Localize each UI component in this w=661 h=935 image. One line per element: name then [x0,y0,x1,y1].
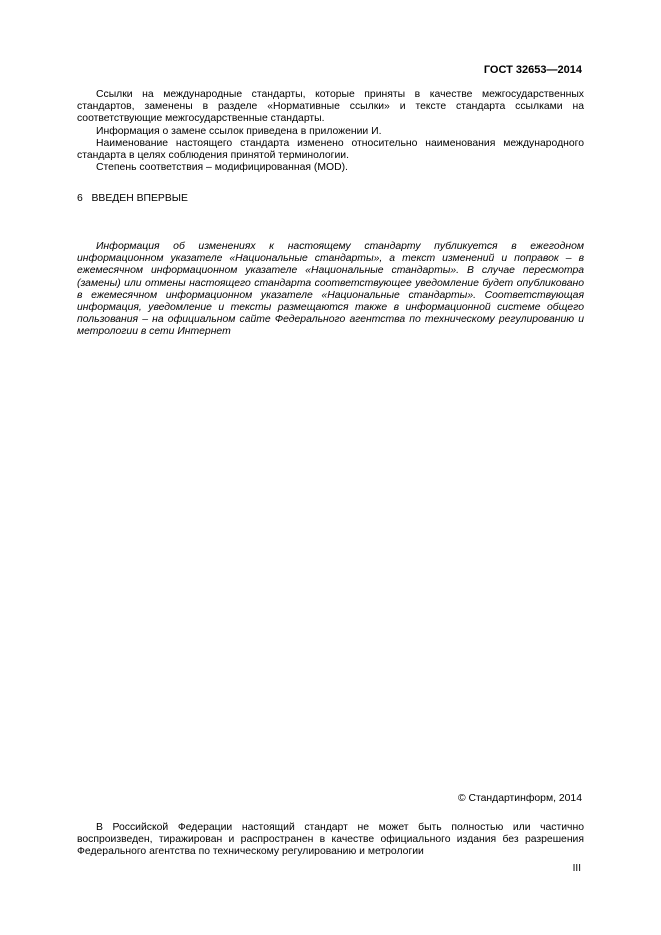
intro-paragraph-conformity [77,162,584,174]
legal-notice-text: В Российской Федерации настоящий стандарт не может быть полностью или частично воспроизведен, тиражирован и распространен в качестве официального издания без разрешения Федерального агентства по техническому регулированию и метрологии [77,822,584,858]
info-notice-text: Информация об изменениях к настоящему стандарту публикуется в ежегодном информационном указателе «Национальные стандарты», а текст изменений и поправок – в ежемесячном информационном указателе «Национальные стандарты». В случае пересмотра (замены) или отмены настоящего стандарта соответствующее уведомление будет опубликовано в ежемесячном информационном указателе «Национальные стандарты». Соответствующая информация, уведомление и тексты размещаются также в информационной системе общего пользования – на официальном сайте Федерального агентства по техническому регулированию и метрологии в сети Интернет [77,241,584,338]
intro-paragraph-references-text: Ссылки на международные стандарты, которые приняты в качестве межгосударственных стандартов, заменены в разделе «Нормативные ссылки» и тексте стандарта ссылками на соответствующие межгосударственные стандарты. [77,89,584,125]
intro-section [77,89,584,174]
intro-paragraph-annex [77,126,584,138]
intro-paragraph-name-change-text: Наименование настоящего стандарта изменено относительно наименования международного стандарта в целях соблюдения принятой терминологии. [77,137,584,162]
section-6 [77,193,188,205]
info-notice [77,241,584,339]
section-6-text: ВВЕДЕН ВПЕРВЫЕ [91,193,188,204]
document-code-header: ГОСТ 32653—2014 [483,64,582,76]
intro-paragraph-references [77,89,584,126]
page-number: III [572,863,581,874]
intro-paragraph-annex-text: Информация о замене ссылок приведена в приложении И. [96,125,382,137]
section-6-number: 6 [77,193,83,204]
intro-paragraph-name-change [77,138,584,162]
legal-notice [77,822,584,859]
copyright-notice: © Стандартинформ, 2014 [457,793,582,804]
intro-paragraph-conformity-text: Степень соответствия – модифицированная (MOD). [96,162,348,174]
